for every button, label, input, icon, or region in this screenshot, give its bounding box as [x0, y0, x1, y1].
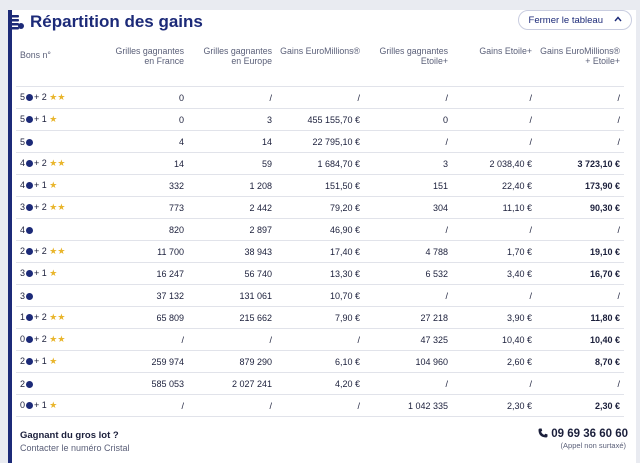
euromillions-gain-cell: 13,30 € — [276, 263, 364, 285]
europe-winners-cell: 2 897 — [188, 219, 276, 241]
europe-winners-cell: / — [188, 329, 276, 351]
europe-winners-cell: 56 740 — [188, 263, 276, 285]
europe-winners-cell: 879 290 — [188, 351, 276, 373]
star-icon: ★ — [49, 92, 58, 102]
ball-icon — [26, 314, 33, 321]
euromillions-gain-cell: 10,70 € — [276, 285, 364, 307]
table-row — [16, 351, 624, 373]
euromillions-gain-cell: 79,20 € — [276, 197, 364, 219]
star-icon: ★ — [49, 158, 58, 168]
star-icon: ★ — [49, 356, 58, 366]
combination-cell — [16, 263, 106, 285]
page-title: Répartition des gains — [30, 12, 203, 31]
etoile-gain-cell: / — [452, 87, 536, 109]
star-icon: ★ — [57, 334, 66, 344]
stars-count: + 2 — [34, 334, 47, 344]
etoile-gain-cell: / — [452, 131, 536, 153]
star-icon: ★ — [49, 334, 58, 344]
stars-count: + 2 — [34, 246, 47, 256]
etoile-gain-cell: / — [452, 285, 536, 307]
star-icon: ★ — [57, 202, 66, 212]
ball-icon — [26, 139, 33, 146]
combination-cell — [16, 329, 106, 351]
etoile-gain-cell: 1,70 € — [452, 241, 536, 263]
total-gain-cell: 173,90 € — [536, 175, 624, 197]
europe-winners-cell: 2 027 241 — [188, 373, 276, 395]
balls-count: 2 — [20, 356, 26, 366]
stars-count: + 2 — [34, 312, 47, 322]
etoile-winners-cell: 151 — [364, 175, 452, 197]
balls-count: 5 — [20, 92, 26, 102]
balls-count: 3 — [20, 290, 26, 301]
france-winners-cell: 0 — [106, 87, 188, 109]
balls-count: 3 — [20, 268, 26, 278]
total-gain-cell: 11,80 € — [536, 307, 624, 329]
close-table-button[interactable] — [518, 10, 632, 30]
total-gain-cell: 10,40 € — [536, 329, 624, 351]
star-icon: ★ — [49, 400, 58, 410]
combination-cell — [16, 219, 106, 241]
ball-icon — [26, 94, 33, 101]
combination-cell — [16, 373, 106, 395]
etoile-winners-cell: / — [364, 131, 452, 153]
etoile-winners-cell: 3 — [364, 153, 452, 175]
total-gain-cell: 19,10 € — [536, 241, 624, 263]
etoile-winners-cell: 4 788 — [364, 241, 452, 263]
france-winners-cell: 37 132 — [106, 285, 188, 307]
etoile-gain-cell: 3,90 € — [452, 307, 536, 329]
ball-icon — [26, 270, 33, 277]
table-body — [16, 87, 624, 417]
combination-cell — [16, 351, 106, 373]
star-icon: ★ — [57, 246, 66, 256]
euromillions-gain-cell: / — [276, 395, 364, 417]
ball-icon — [26, 293, 33, 300]
table-row — [16, 109, 624, 131]
stars-count: + 2 — [34, 158, 47, 168]
col-header: Grilles gagnantes en Europe — [188, 44, 276, 87]
star-icon: ★ — [49, 246, 58, 256]
table-row — [16, 329, 624, 351]
europe-winners-cell: 38 943 — [188, 241, 276, 263]
stars-count: + 1 — [34, 114, 47, 124]
euromillions-gain-cell: / — [276, 87, 364, 109]
total-gain-cell: / — [536, 109, 624, 131]
etoile-winners-cell: 6 532 — [364, 263, 452, 285]
france-winners-cell: 259 974 — [106, 351, 188, 373]
star-icon: ★ — [57, 158, 66, 168]
table-row — [16, 307, 624, 329]
total-gain-cell: / — [536, 87, 624, 109]
etoile-winners-cell: 27 218 — [364, 307, 452, 329]
euromillions-gain-cell: 6,10 € — [276, 351, 364, 373]
balls-count: 1 — [20, 312, 26, 322]
ball-icon — [26, 248, 33, 255]
star-icon: ★ — [49, 202, 58, 212]
star-icon: ★ — [57, 312, 66, 322]
total-gain-cell: 2,30 € — [536, 395, 624, 417]
europe-winners-cell: 2 442 — [188, 197, 276, 219]
balls-count: 0 — [20, 400, 26, 410]
table-row — [16, 197, 624, 219]
stars-count: + 1 — [34, 400, 47, 410]
ball-icon — [26, 204, 33, 211]
etoile-gain-cell: 2 038,40 € — [452, 153, 536, 175]
contact-text: Contacter le numéro Cristal — [20, 443, 130, 453]
euromillions-gain-cell: 22 795,10 € — [276, 131, 364, 153]
europe-winners-cell: / — [188, 395, 276, 417]
france-winners-cell: 332 — [106, 175, 188, 197]
europe-winners-cell: 215 662 — [188, 307, 276, 329]
etoile-gain-cell: 11,10 € — [452, 197, 536, 219]
combination-cell — [16, 395, 106, 417]
ball-icon — [26, 160, 33, 167]
etoile-winners-cell: / — [364, 219, 452, 241]
europe-winners-cell: 3 — [188, 109, 276, 131]
phone-icon — [538, 428, 548, 438]
etoile-gain-cell: / — [452, 373, 536, 395]
total-gain-cell: / — [536, 219, 624, 241]
total-gain-cell: / — [536, 285, 624, 307]
chevron-up-icon — [614, 15, 622, 23]
balls-count: 2 — [20, 378, 26, 389]
france-winners-cell: 65 809 — [106, 307, 188, 329]
stars-count: + 1 — [34, 268, 47, 278]
combination-cell — [16, 153, 106, 175]
euromillions-gain-cell: 455 155,70 € — [276, 109, 364, 131]
combination-cell — [16, 109, 106, 131]
total-gain-cell: 8,70 € — [536, 351, 624, 373]
combination-cell — [16, 307, 106, 329]
etoile-gain-cell: 22,40 € — [452, 175, 536, 197]
table-row — [16, 263, 624, 285]
balls-count: 4 — [20, 158, 26, 168]
phone-number-text: 09 69 36 60 60 — [551, 428, 628, 440]
close-table-label: Fermer le tableau — [528, 15, 603, 26]
balls-count: 4 — [20, 224, 26, 235]
table-row — [16, 87, 624, 109]
euromillions-gain-cell: 1 684,70 € — [276, 153, 364, 175]
phone-note: (Appel non surtaxé) — [560, 441, 626, 450]
etoile-gain-cell: / — [452, 109, 536, 131]
france-winners-cell: 585 053 — [106, 373, 188, 395]
france-winners-cell: 11 700 — [106, 241, 188, 263]
table-row — [16, 373, 624, 395]
ball-icon — [26, 358, 33, 365]
france-winners-cell: 14 — [106, 153, 188, 175]
etoile-winners-cell: / — [364, 373, 452, 395]
euromillions-gain-cell: 7,90 € — [276, 307, 364, 329]
etoile-winners-cell: 1 042 335 — [364, 395, 452, 417]
ball-icon — [26, 116, 33, 123]
euromillions-gain-cell: 46,90 € — [276, 219, 364, 241]
europe-winners-cell: / — [188, 87, 276, 109]
stars-count: + 1 — [34, 356, 47, 366]
balls-count: 5 — [20, 114, 26, 124]
ball-icon — [26, 402, 33, 409]
header — [8, 10, 632, 38]
balls-count: 4 — [20, 180, 26, 190]
europe-winners-cell: 14 — [188, 131, 276, 153]
table-row — [16, 241, 624, 263]
combination-cell — [16, 241, 106, 263]
table-row — [16, 153, 624, 175]
etoile-winners-cell: 304 — [364, 197, 452, 219]
france-winners-cell: 4 — [106, 131, 188, 153]
euromillions-gain-cell: 17,40 € — [276, 241, 364, 263]
col-header: Grilles gagnantes en France — [106, 44, 188, 87]
etoile-winners-cell: 0 — [364, 109, 452, 131]
jackpot-question: Gagnant du gros lot ? — [20, 430, 119, 441]
euromillions-gain-cell: 4,20 € — [276, 373, 364, 395]
star-icon: ★ — [49, 268, 58, 278]
etoile-winners-cell: 104 960 — [364, 351, 452, 373]
france-winners-cell: 820 — [106, 219, 188, 241]
etoile-winners-cell: 47 325 — [364, 329, 452, 351]
col-header: Gains EuroMillions® + Etoile+ — [536, 44, 624, 87]
france-winners-cell: / — [106, 329, 188, 351]
stars-count: + 1 — [34, 180, 47, 190]
balls-count: 3 — [20, 202, 26, 212]
ball-icon — [26, 227, 33, 234]
total-gain-cell: 90,30 € — [536, 197, 624, 219]
euromillions-gain-cell: / — [276, 329, 364, 351]
ball-icon — [26, 381, 33, 388]
france-winners-cell: 16 247 — [106, 263, 188, 285]
balls-count: 2 — [20, 246, 26, 256]
col-header: Grilles gagnantes Etoile+ — [364, 44, 452, 87]
coins-icon — [10, 14, 24, 30]
etoile-gain-cell: / — [452, 219, 536, 241]
combination-cell — [16, 175, 106, 197]
ball-icon — [26, 336, 33, 343]
col-header: Gains Etoile+ — [452, 44, 536, 87]
balls-count: 5 — [20, 136, 26, 147]
stars-count: + 2 — [34, 92, 47, 102]
etoile-winners-cell: / — [364, 87, 452, 109]
france-winners-cell: 773 — [106, 197, 188, 219]
total-gain-cell: 16,70 € — [536, 263, 624, 285]
col-header: Gains EuroMillions® — [276, 44, 364, 87]
etoile-gain-cell: 2,30 € — [452, 395, 536, 417]
phone-number[interactable] — [538, 428, 628, 440]
france-winners-cell: 0 — [106, 109, 188, 131]
gains-table — [16, 44, 624, 417]
europe-winners-cell: 59 — [188, 153, 276, 175]
table-header-row — [16, 44, 624, 87]
stars-count: + 2 — [34, 202, 47, 212]
total-gain-cell: 3 723,10 € — [536, 153, 624, 175]
france-winners-cell: / — [106, 395, 188, 417]
euromillions-gain-cell: 151,50 € — [276, 175, 364, 197]
star-icon: ★ — [57, 92, 66, 102]
table-row — [16, 395, 624, 417]
table-row — [16, 219, 624, 241]
table-row — [16, 175, 624, 197]
combination-cell — [16, 131, 106, 153]
etoile-gain-cell: 3,40 € — [452, 263, 536, 285]
combination-cell — [16, 285, 106, 307]
total-gain-cell: / — [536, 373, 624, 395]
table-row — [16, 285, 624, 307]
star-icon: ★ — [49, 114, 58, 124]
combination-cell — [16, 197, 106, 219]
star-icon: ★ — [49, 180, 58, 190]
col-header: Bons n° — [16, 44, 106, 87]
combination-cell — [16, 87, 106, 109]
ball-icon — [26, 182, 33, 189]
balls-count: 0 — [20, 334, 26, 344]
total-gain-cell: / — [536, 131, 624, 153]
table-row — [16, 131, 624, 153]
etoile-gain-cell: 10,40 € — [452, 329, 536, 351]
etoile-gain-cell: 2,60 € — [452, 351, 536, 373]
star-icon: ★ — [49, 312, 58, 322]
etoile-winners-cell: / — [364, 285, 452, 307]
europe-winners-cell: 131 061 — [188, 285, 276, 307]
europe-winners-cell: 1 208 — [188, 175, 276, 197]
